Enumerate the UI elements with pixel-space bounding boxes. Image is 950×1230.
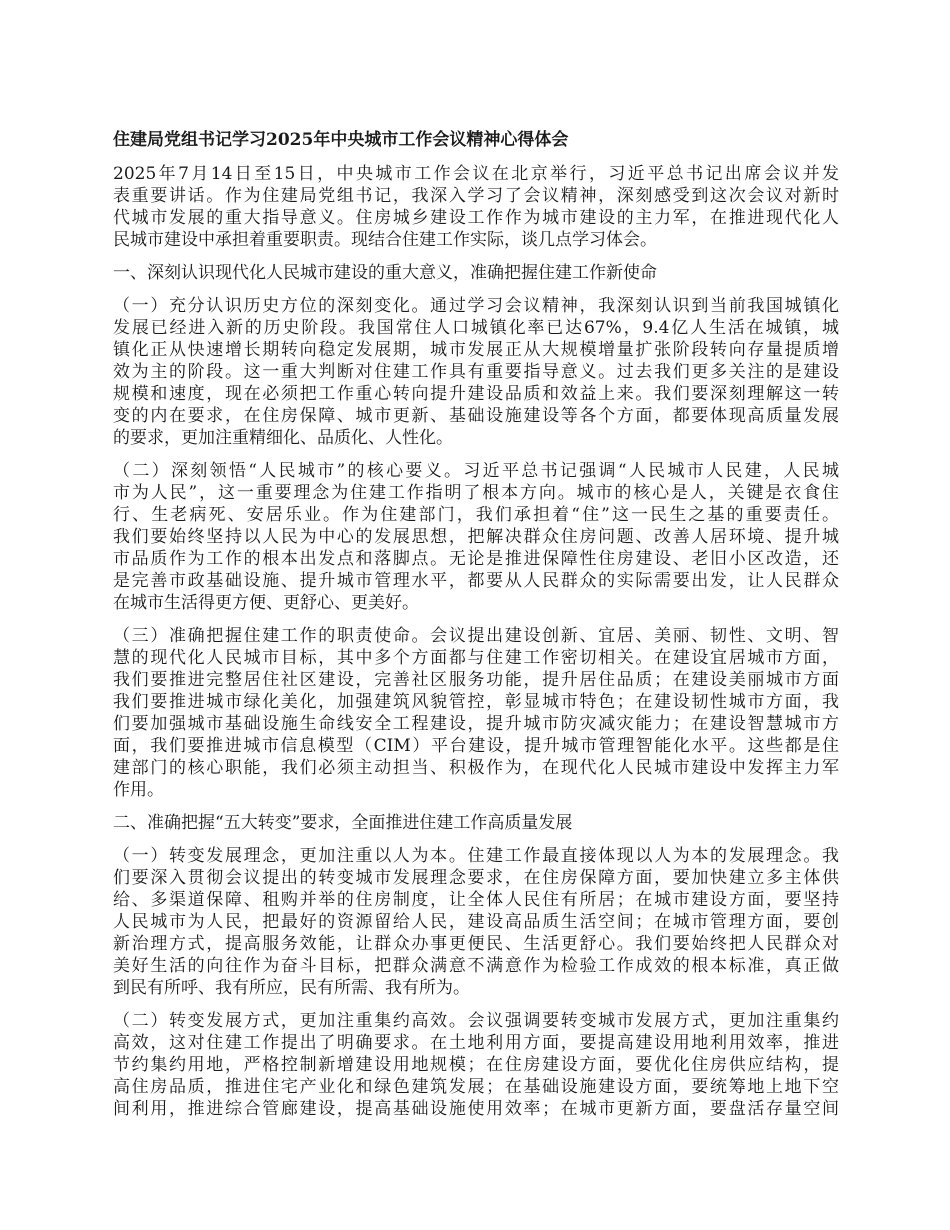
paragraph [113, 163, 839, 251]
text-line: （一）转变发展理念，更加注重以人为本。住建工作最直接体现以人为本的发展理念。我 [113, 846, 839, 866]
text-line: 市为人民”，这一重要理念为住建工作指明了根本方向。城市的核心是人，关键是衣食住 [113, 483, 839, 503]
text-line: 我们要推进完整居住社区建设，完善社区服务功能，提升居住品质；在建设美丽城市方面 [113, 670, 839, 690]
text-line: 给、多渠道保障、租购并举的住房制度，让全体人民住有所居；在城市建设方面，要坚持 [113, 890, 839, 910]
text-line: 作用。 [113, 780, 164, 800]
text-line: 慧的现代化人民城市目标，其中多个方面都与住建工作密切相关。在建设宜居城市方面， [113, 648, 839, 668]
text-line: 镇化正从快速增长期转向稳定发展期，城市发展正从大规模增量扩张阶段转向存量提质增 [113, 340, 839, 360]
paragraph [113, 460, 839, 614]
text-line: 代城市发展的重大指导意义。住房城乡建设工作作为城市建设的主力军，在推进现代化人 [113, 208, 839, 228]
document-page [113, 129, 839, 1131]
text-line: 间利用，推进综合管廊建设，提高基础设施使用效率；在城市更新方面，要盘活存量空间 [113, 1099, 839, 1119]
text-line: 建部门的核心职能，我们必须主动担当、积极作为，在现代化人民城市建设中发挥主力军 [113, 758, 839, 778]
text-line: 2025年7月14日至15日，中央城市工作会议在北京举行，习近平总书记出席会议并发 [113, 164, 839, 184]
text-line: 新治理方式，提高服务效能，让群众办事更便民、生活更舒心。我们要始终把人民群众对 [113, 934, 839, 954]
text-line: 我们要推进城市绿化美化，加强建筑风貌管控，彰显城市特色；在建设韧性城市方面，我 [113, 692, 839, 712]
text-line: （一）充分认识历史方位的深刻变化。通过学习会议精神，我深刻认识到当前我国城镇化 [113, 296, 839, 316]
text-line: 高住房品质，推进住宅产业化和绿色建筑发展；在基础设施建设方面，要统筹地上地下空 [113, 1077, 839, 1097]
text-line: 在城市生活得更方便、更舒心、更美好。 [113, 593, 419, 613]
paragraph [113, 625, 839, 801]
text-line: 们要加强城市基础设施生命线安全工程建设，提升城市防灾减灾能力；在建设智慧城市方 [113, 714, 839, 734]
text-line: 效为主的阶段。这一重大判断对住建工作具有重要指导意义。过去我们更多关注的是建设 [113, 362, 839, 382]
text-line: 发展已经进入新的历史阶段。我国常住人口城镇化率已达67%，9.4亿人生活在城镇，城 [113, 318, 839, 338]
text-line: 二、准确把握“五大转变”要求，全面推进住建工作高质量发展 [113, 813, 573, 833]
document-body [113, 163, 839, 1120]
text-line: 民城市建设中承担着重要职责。现结合住建工作实际，谈几点学习体会。 [113, 230, 657, 250]
text-line: 面，我们要推进城市信息模型（CIM）平台建设，提升城市管理智能化水平。这些都是住 [113, 736, 839, 756]
section-heading [113, 262, 839, 284]
text-line: 是完善市政基础设施、提升城市管理水平，都要从人民群众的实际需要出发，让人民群众 [113, 571, 839, 591]
text-line: 美好生活的向往作为奋斗目标，把群众满意不满意作为检验工作成效的根本标准，真正做 [113, 956, 839, 976]
text-line: 规模和速度，现在必须把工作重心转向提升建设品质和效益上来。我们要深刻理解这一转 [113, 384, 839, 404]
text-line: 高效，这对住建工作提出了明确要求。在土地利用方面，要提高建设用地利用效率，推进 [113, 1033, 839, 1053]
text-line: 市品质作为工作的根本出发点和落脚点。无论是推进保障性住房建设、老旧小区改造，还 [113, 549, 839, 569]
paragraph [113, 1010, 839, 1120]
text-line: 表重要讲话。作为住建局党组书记，我深入学习了会议精神，深刻感受到这次会议对新时 [113, 186, 839, 206]
text-line: 一、深刻认识现代化人民城市建设的重大意义，准确把握住建工作新使命 [113, 263, 657, 283]
text-line: 节约集约用地，严格控制新增建设用地规模；在住房建设方面，要优化住房供应结构，提 [113, 1055, 839, 1075]
text-line: （二）深刻领悟“人民城市”的核心要义。习近平总书记强调“人民城市人民建，人民城 [113, 461, 839, 481]
text-line: （二）转变发展方式，更加注重集约高效。会议强调要转变城市发展方式，更加注重集约 [113, 1011, 839, 1031]
paragraph [113, 845, 839, 999]
document-title: 住建局党组书记学习2025年中央城市工作会议精神心得体会 [113, 130, 569, 150]
section-heading [113, 812, 839, 834]
text-line: 到民有所呼、我有所应，民有所需、我有所为。 [113, 978, 470, 998]
paragraph [113, 295, 839, 449]
text-line: 我们要始终坚持以人民为中心的发展思想，把解决群众住房问题、改善人居环境、提升城 [113, 527, 839, 547]
text-line: （三）准确把握住建工作的职责使命。会议提出建设创新、宜居、美丽、韧性、文明、智 [113, 626, 839, 646]
text-line: 变的内在要求，在住房保障、城市更新、基础设施建设等各个方面，都要体现高质量发展 [113, 406, 839, 426]
text-line: 们要深入贯彻会议提出的转变城市发展理念要求，在住房保障方面，要加快建立多主体供 [113, 868, 839, 888]
text-line: 行、生老病死、安居乐业。作为住建部门，我们承担着“住”这一民生之基的重要责任。 [113, 505, 839, 525]
text-line: 人民城市为人民，把最好的资源留给人民，建设高品质生活空间；在城市管理方面，要创 [113, 912, 839, 932]
text-line: 的要求，更加注重精细化、品质化、人性化。 [113, 428, 453, 448]
